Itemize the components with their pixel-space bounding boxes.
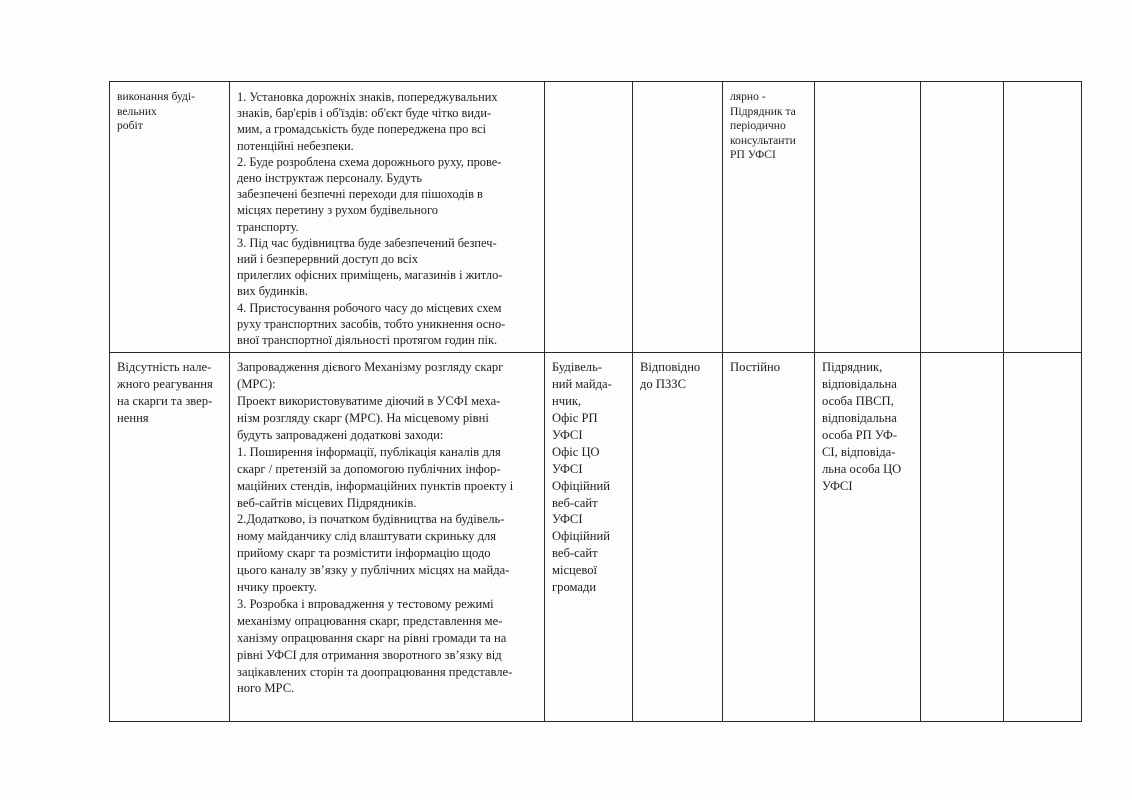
cell-line: нення — [117, 410, 149, 425]
responsible-cell — [633, 353, 723, 722]
cell-line: Офіс РП — [552, 410, 598, 425]
cell-line: ного МРС. — [237, 681, 295, 696]
cell-line: цього каналу зв’язку у публічних місцях на майда- — [237, 563, 510, 578]
cell-line: Проект використовуватиме діючий в УСФІ меха- — [237, 394, 501, 409]
risk-cell — [110, 82, 230, 353]
cell-line: нчику проекту. — [237, 580, 317, 595]
monitoring-cell — [815, 353, 921, 722]
cell-line: Підрядник, — [822, 360, 883, 375]
cell-line: будуть запроваджені додаткові заходи: — [237, 427, 444, 442]
cell-line: періодично — [730, 119, 786, 132]
cell-line: знаків, бар'єрів і об'їздів: об'єкт буде чітко види- — [237, 106, 492, 121]
cell-line: льна особа ЦО — [822, 461, 902, 476]
cell-line: 1. Поширення інформації, публікація каналів для — [237, 444, 501, 459]
cell-line: консультанти — [730, 133, 796, 147]
cell-line: 1. Установка дорожніх знаків, попереджувальних — [237, 90, 498, 104]
cell-line: вих будинків. — [237, 284, 308, 299]
cell-line: нчик, — [552, 394, 582, 409]
cell-line: до ПЗЗС — [640, 377, 686, 392]
esmp-table — [109, 81, 1082, 722]
cell-line: Відповідно — [640, 360, 701, 375]
extra-cell — [921, 82, 1004, 353]
cell-line: транспорту. — [237, 219, 299, 234]
cell-line: особа РП УФ- — [822, 427, 898, 442]
cell-line: на скарги та звер- — [117, 394, 213, 409]
cell-line: скарг / претензій за допомогою публічних інфор- — [237, 461, 501, 476]
cell-line: УФСІ — [552, 427, 583, 442]
cell-line: громади — [552, 580, 597, 595]
cell-line: УФСІ — [822, 478, 853, 493]
cell-line: УФСІ — [552, 512, 583, 527]
cell-line: потенційні небезпеки. — [237, 138, 354, 153]
table-row — [110, 353, 1082, 722]
cell-line: веб-сайтів місцевих Підрядників. — [237, 495, 417, 510]
measures-cell — [230, 353, 545, 722]
location-cell — [545, 353, 633, 722]
cell-line: рівні УФСІ для отримання зворотного зв’язку від — [237, 647, 502, 662]
extra-cell — [1004, 82, 1082, 353]
cell-line: жного реагування — [117, 377, 213, 392]
cell-line: Підрядник та — [730, 104, 796, 118]
cell-line: 4. Пристосування робочого часу до місцевих схем — [237, 300, 502, 315]
responsible-cell — [633, 82, 723, 353]
cell-line: Запровадження дієвого Механізму розгляду скарг — [237, 360, 504, 375]
cell-line: робіт — [117, 119, 143, 132]
cell-line: особа ПВСП, — [822, 394, 894, 409]
cell-line: прийому скарг та розмістити інформацію щодо — [237, 546, 491, 561]
measures-cell — [230, 82, 545, 353]
cell-line: ханізму опрацювання скарг на рівні громади та на — [237, 630, 507, 645]
cell-line: прилеглих офісних приміщень, магазинів і житло- — [237, 268, 503, 283]
cell-line: зацікавлених сторін та доопрацювання представле- — [237, 664, 513, 679]
cell-line: Офіційний — [552, 478, 610, 493]
cell-line: РП УФСІ — [730, 148, 776, 161]
risk-cell — [110, 353, 230, 722]
cell-line: лярно - — [730, 90, 766, 103]
cell-line: вної транспортної діяльності протягом годин пік. — [237, 333, 498, 348]
cell-line: веб-сайт — [552, 546, 598, 561]
cell-line: Постійно — [730, 360, 781, 375]
cell-line: місцевої — [552, 563, 598, 578]
cell-line: руху транспортних засобів, тобто уникнення осно- — [237, 316, 506, 331]
cell-line: Офіс ЦО — [552, 444, 600, 459]
cell-line: мим, а громадськість буде попереджена про всі — [237, 122, 487, 137]
cell-line: ний майда- — [552, 377, 612, 392]
cell-line: СІ, відповіда- — [822, 444, 896, 459]
cell-line: дено інструктаж персоналу. Будуть — [237, 171, 423, 186]
cell-line: нізм розгляду скарг (МРС). На місцевому рівні — [237, 410, 489, 425]
cell-line: (МРС): — [237, 377, 276, 392]
cell-line: веб-сайт — [552, 495, 598, 510]
cell-line: місцях перетину з рухом будівельного — [237, 203, 438, 218]
cell-line: 3. Розробка і впровадження у тестовому режимі — [237, 596, 494, 611]
extra-cell — [1004, 353, 1082, 722]
cell-line: Відсутність нале- — [117, 360, 212, 375]
cell-line: відповідальна — [822, 410, 897, 425]
cell-line: Будівель- — [552, 360, 603, 375]
cell-line: УФСІ — [552, 461, 583, 476]
cell-line: виконання буді- — [117, 90, 196, 103]
cell-line: вельних — [117, 104, 157, 118]
monitoring-cell — [815, 82, 921, 353]
table-row — [110, 82, 1082, 353]
cell-line: Офіційний — [552, 529, 610, 544]
cell-line: ному майданчику слід влаштувати скриньку для — [237, 529, 497, 544]
extra-cell — [921, 353, 1004, 722]
cell-line: маційних стендів, інформаційних пунктів проекту і — [237, 478, 514, 493]
cell-line: ний і безперервний доступ до всіх — [237, 252, 419, 267]
cell-line: забезпечені безпечні переходи для пішоходів в — [237, 187, 483, 202]
cell-line: 3. Під час будівництва буде забезпечений безпеч- — [237, 235, 497, 250]
frequency-cell — [723, 82, 815, 353]
cell-line: відповідальна — [822, 377, 897, 392]
cell-line: 2. Буде розроблена схема дорожнього руху, прове- — [237, 154, 502, 169]
frequency-cell — [723, 353, 815, 722]
cell-line: 2.Додатково, із початком будівництва на будівель- — [237, 512, 505, 527]
cell-line: механізму опрацювання скарг, представлення ме- — [237, 613, 503, 628]
location-cell — [545, 82, 633, 353]
